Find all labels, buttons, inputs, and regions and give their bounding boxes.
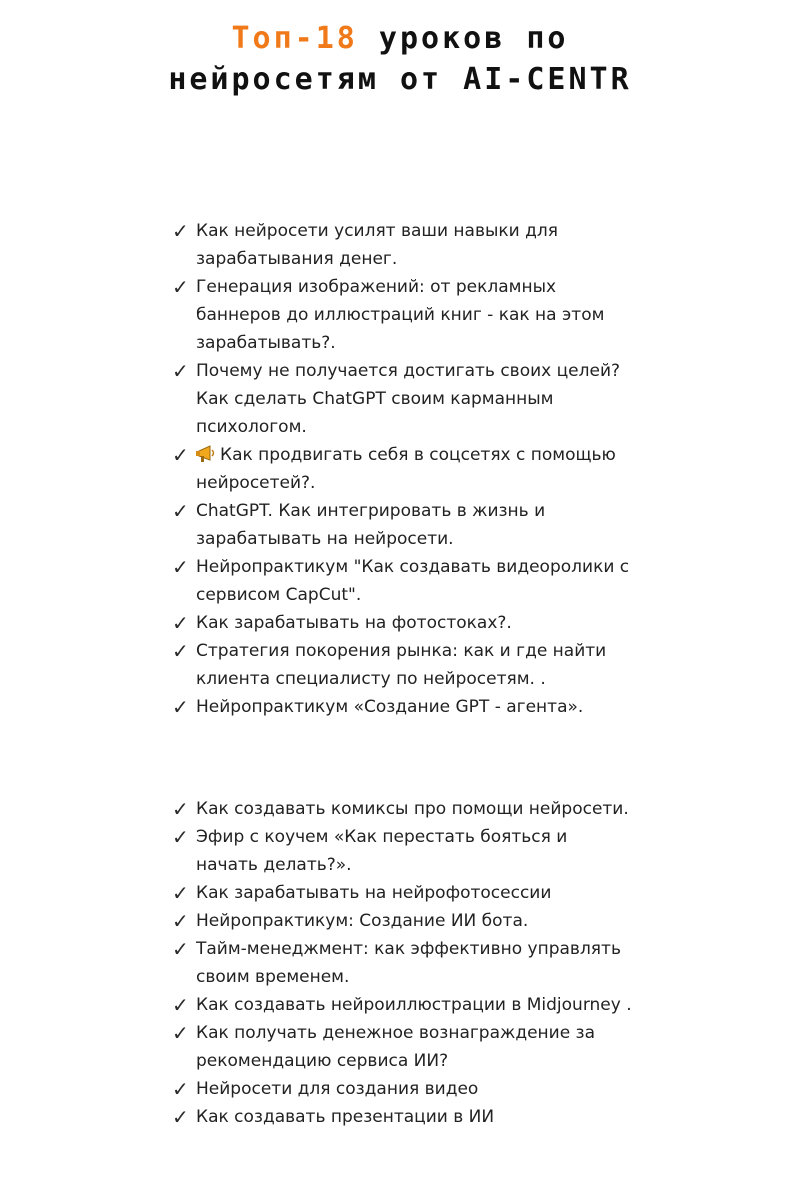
list-item-text: Как создавать нейроиллюстрации в Midjourney . xyxy=(196,995,632,1015)
list-item xyxy=(172,795,632,823)
list-item xyxy=(172,1019,632,1075)
check-mark-icon: ✓ xyxy=(172,937,189,961)
lesson-list-2 xyxy=(172,795,632,1131)
list-item-text: Тайм-менеджмент: как эффективно управлять своим временем. xyxy=(196,939,621,987)
title-text: уроков по нейросетям от AI-CENTR xyxy=(168,21,632,97)
list-item-text: Нейропрактикум "Как создавать видеоролики с сервисом CapCut". xyxy=(196,557,630,605)
check-mark-icon: ✓ xyxy=(172,611,189,635)
list-item xyxy=(172,637,632,693)
check-mark-icon: ✓ xyxy=(172,993,189,1017)
check-mark-icon: ✓ xyxy=(172,275,189,299)
list-item-text: Как создавать презентации в ИИ xyxy=(196,1107,495,1127)
list-item xyxy=(172,609,632,637)
list-item xyxy=(172,217,632,273)
list-item xyxy=(172,1075,632,1103)
list-item-text: Как нейросети усилят ваши навыки для зарабатывания денег. xyxy=(196,221,558,269)
check-mark-icon: ✓ xyxy=(172,1077,189,1101)
check-mark-icon: ✓ xyxy=(172,695,189,719)
megaphone-icon xyxy=(196,445,218,463)
list-item-text: ChatGPT. Как интегрировать в жизнь и зарабатывать на нейросети. xyxy=(196,501,546,549)
check-mark-icon: ✓ xyxy=(172,555,189,579)
check-mark-icon: ✓ xyxy=(172,639,189,663)
list-item xyxy=(172,907,632,935)
list-item-text: Как создавать комиксы про помощи нейросети. xyxy=(196,799,629,819)
list-item-text: Как зарабатывать на фотостоках?. xyxy=(196,613,512,633)
check-mark-icon: ✓ xyxy=(172,909,189,933)
list-item-text: Как зарабатывать на нейрофотосессии xyxy=(196,883,552,903)
list-item xyxy=(172,357,632,441)
list-item xyxy=(172,693,632,721)
list-item-text: Как получать денежное вознаграждение за рекомендацию сервиса ИИ? xyxy=(196,1023,596,1071)
check-mark-icon: ✓ xyxy=(172,219,189,243)
check-mark-icon: ✓ xyxy=(172,797,189,821)
page-title xyxy=(150,18,650,100)
list-item-text: Нейропрактикум «Создание GPT - агента». xyxy=(196,697,584,717)
list-item xyxy=(172,823,632,879)
list-item-text: Почему не получается достигать своих целей? Как сделать ChatGPT своим карманным психологом. xyxy=(196,361,621,437)
list-item xyxy=(172,1103,632,1131)
list-item xyxy=(172,497,632,553)
check-mark-icon: ✓ xyxy=(172,1021,189,1045)
check-mark-icon: ✓ xyxy=(172,499,189,523)
list-item xyxy=(172,553,632,609)
list-item-text: Эфир с коучем «Как перестать бояться и начать делать?». xyxy=(196,827,568,875)
list-item xyxy=(172,879,632,907)
title-accent: Топ-18 xyxy=(231,21,358,56)
check-mark-icon: ✓ xyxy=(172,881,189,905)
lesson-list-1 xyxy=(172,217,632,721)
list-item xyxy=(172,991,632,1019)
list-item-text: Генерация изображений: от рекламных баннеров до иллюстраций книг - как на этом зарабатывать?. xyxy=(196,277,605,353)
list-item xyxy=(172,441,632,497)
list-item xyxy=(172,935,632,991)
list-item-text: Стратегия покорения рынка: как и где найти клиента специалисту по нейросетям. . xyxy=(196,641,607,689)
check-mark-icon: ✓ xyxy=(172,359,189,383)
check-mark-icon: ✓ xyxy=(172,1105,189,1129)
list-item-text: Нейросети для создания видео xyxy=(196,1079,479,1099)
list-item xyxy=(172,273,632,357)
list-item-text: Нейропрактикум: Создание ИИ бота. xyxy=(196,911,529,931)
check-mark-icon: ✓ xyxy=(172,443,189,467)
check-mark-icon: ✓ xyxy=(172,825,189,849)
list-item-text: Как продвигать себя в соцсетях с помощью нейросетей?. xyxy=(196,445,616,493)
